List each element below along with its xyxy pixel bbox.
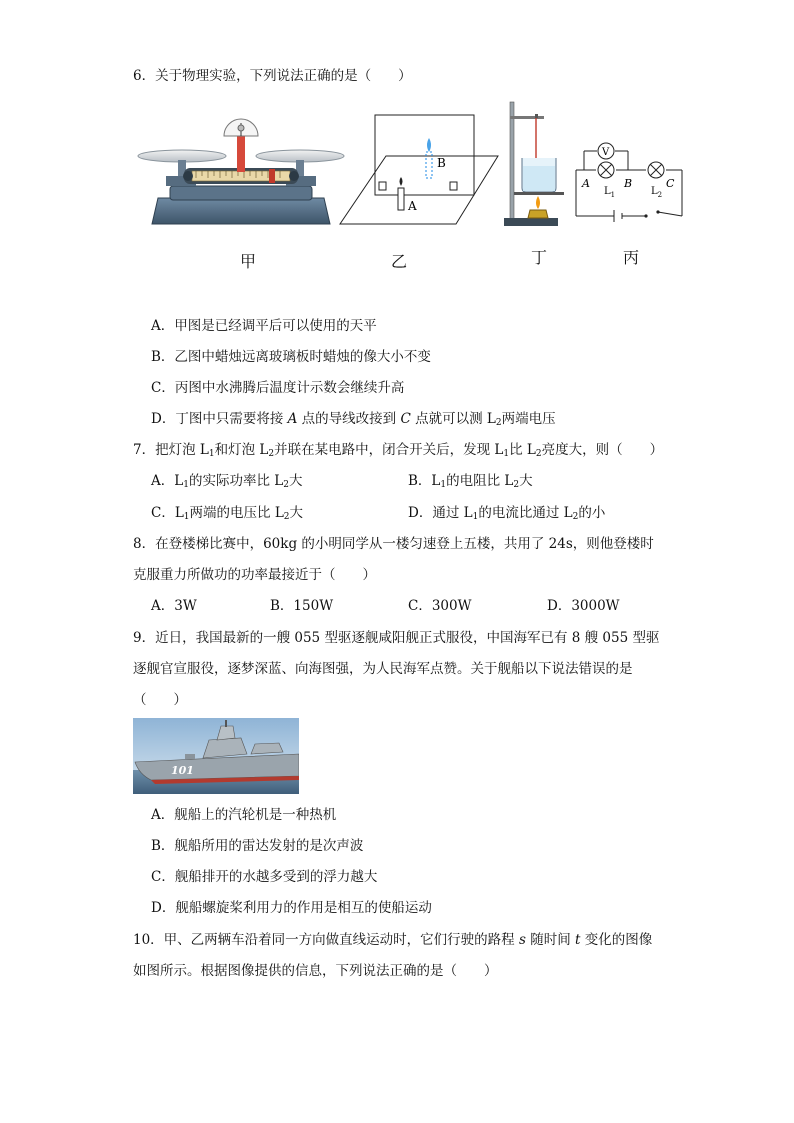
q9-line2: 逐舰官宣服役，逐梦深蓝、向海图强，为人民海军点赞。关于舰船以下说法错误的是 [133,661,633,677]
boiling-water-figure [500,100,566,230]
q6-option-c: C．丙图中水沸腾后温度计示数会继续升高 [151,380,405,396]
q7-option-a: A．$L_1$的实际功率比 $L_2$大 [151,473,303,490]
voltmeter-label: V [602,147,610,158]
q10-line1: 10．甲、乙两辆车沿着同一方向做直线运动时，它们行驶的路程 s 随时间 t 变化的图像 [133,932,653,948]
q7-option-b: B．$L_1$的电阻比 $L_2$大 [408,473,533,490]
caption-jia: 甲 [240,252,257,271]
q8-option-a: A．3W [151,598,197,614]
q6-option-b: B．乙图中蜡烛远离玻璃板时蜡烛的像大小不变 [151,349,431,365]
caption-ding: 丁 [531,248,548,267]
candle-b-label: B [437,156,446,170]
l1-label: $L_1$ [604,186,616,199]
q10-line2: 如图所示。根据图像提供的信息，下列说法正确的是（ ） [133,963,498,979]
q8-line2: 克服重力所做功的功率最接近于（ ） [133,567,376,583]
q9-option-c: C．舰船排开的水越多受到的浮力越大 [151,869,378,885]
plane-mirror-figure [338,112,500,232]
q9-option-b: B．舰船所用的雷达发射的是次声波 [151,838,364,854]
q9-option-a: A．舰船上的汽轮机是一种热机 [151,807,337,823]
q8-line1: 8．在登楼梯比赛中，60kg 的小明同学从一楼匀速登上五楼，共用了 24s，则他登楼时 [133,536,654,552]
q9-option-d: D．舰船螺旋桨利用力的作用是相互的使船运动 [151,900,432,916]
q6-option-d: D．丁图中只需要将接 A 点的导线改接到 C 点就可以测 $L_2$两端电压 [151,411,556,428]
circuit-c-label: C [666,177,675,190]
q6-stem: 6．关于物理实验，下列说法正确的是（ ） [133,68,412,84]
q6-option-a: A．甲图是已经调平后可以使用的天平 [151,318,377,334]
candle-a-label: A [408,199,417,213]
q7-option-d: D．通过 $L_1$的电流比通过 $L_2$的小 [408,505,606,522]
hull-number: 101 [171,764,194,777]
q9-line3: （ ） [133,692,187,708]
warship-photo [133,718,299,794]
caption-yi: 乙 [391,252,408,271]
q8-option-d: D．3000W [547,598,620,614]
l2-label: $L_2$ [651,186,663,199]
q7-stem: 7．把灯泡 $L_1$和灯泡 $L_2$并联在某电路中，闭合开关后，发现 $L_1$比 $L_2$亮度大，则（ ） [133,442,664,459]
q8-option-b: B．150W [270,598,334,614]
circuit-figure [572,140,688,222]
q7-option-c: C．$L_1$两端的电压比 $L_2$大 [151,505,304,522]
circuit-b-label: B [624,177,633,190]
q8-option-c: C．300W [408,598,472,614]
balance-figure [136,118,346,230]
circuit-a-label: A [582,177,590,190]
q9-line1: 9．近日，我国最新的一艘 055 型驱逐舰咸阳舰正式服役，中国海军已有 8 艘 055 型驱 [133,630,660,646]
caption-bing: 丙 [623,248,640,267]
